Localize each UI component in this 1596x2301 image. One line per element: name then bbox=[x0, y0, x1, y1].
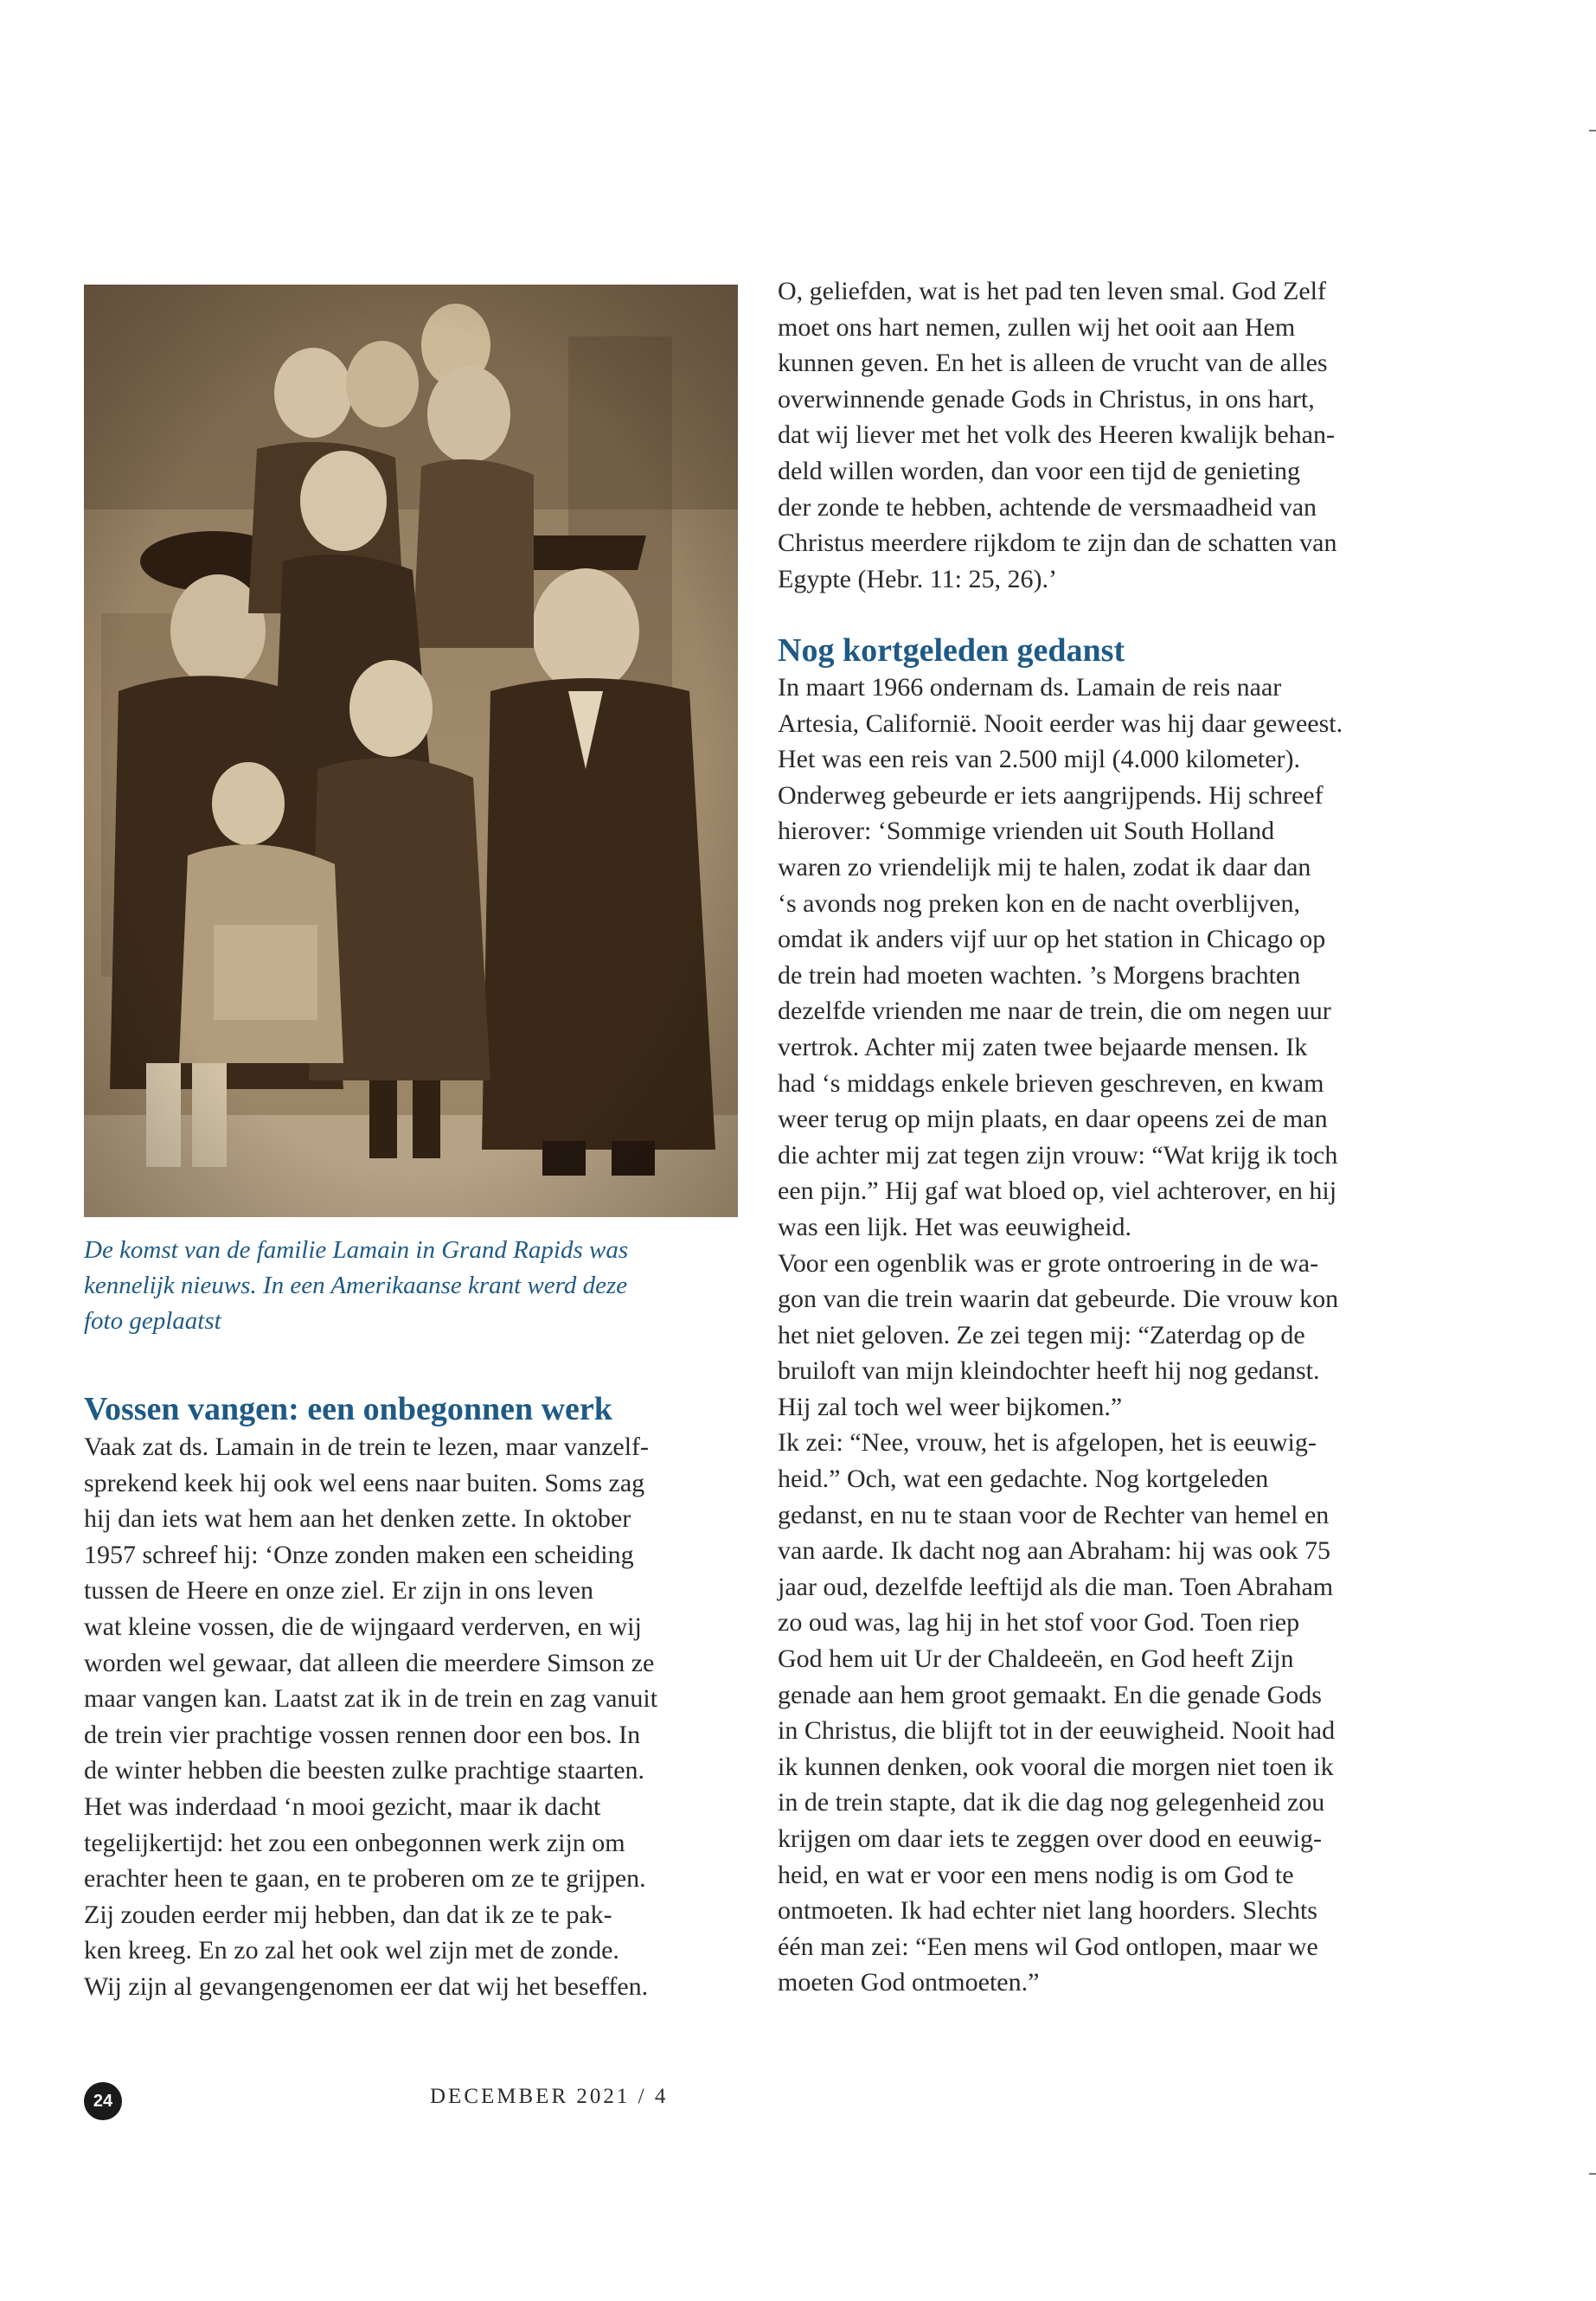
text-line: Het was een reis van 2.500 mijl (4.000 kilometer). bbox=[778, 745, 1301, 774]
crop-mark bbox=[1589, 2173, 1596, 2175]
text-line: Het was inderdaad ‘n mooi gezicht, maar ik dacht bbox=[84, 1791, 601, 1821]
section-body-vossen bbox=[84, 1429, 657, 2005]
text-line: gedanst, en nu te staan voor de Rechter van hemel en bbox=[778, 1500, 1330, 1529]
text-line: sprekend keek hij ook wel eens naar buiten. Soms zag bbox=[84, 1468, 645, 1497]
text-line: Zij zouden eerder mij hebben, dan dat ik ze te pak- bbox=[84, 1900, 612, 1929]
text-line: was een lijk. Het was eeuwigheid. bbox=[778, 1212, 1132, 1241]
text-line: omdat ik anders vijf uur op het station in Chicago op bbox=[778, 925, 1326, 954]
text-line: de winter hebben die beesten zulke prachtige staarten. bbox=[84, 1756, 645, 1785]
text-line: hierover: ‘Sommige vrienden uit South Holland bbox=[778, 817, 1275, 846]
text-line: worden wel gewaar, dat alleen die meerdere Simson ze bbox=[84, 1648, 655, 1677]
text-line: In maart 1966 ondernam ds. Lamain de reis naar bbox=[778, 673, 1282, 702]
text-line: ik kunnen denken, ook vooral die morgen niet toen ik bbox=[778, 1752, 1334, 1781]
text-line: heid, en wat er voor een mens nodig is om God te bbox=[778, 1860, 1294, 1889]
text-line: tegelijkertijd: het zou een onbegonnen werk zijn om bbox=[84, 1828, 625, 1857]
text-line: gon van die trein waarin dat gebeurde. Die vrouw kon bbox=[778, 1285, 1339, 1314]
text-line: ontmoeten. Ik had echter niet lang hoorders. Slechts bbox=[778, 1896, 1317, 1926]
text-line: moeten God ontmoeten.” bbox=[778, 1968, 1040, 1997]
text-line: Wij zijn al gevangengenomen eer dat wij het beseffen. bbox=[84, 1971, 649, 2001]
text-line: de trein had moeten wachten. ’s Morgens brachten bbox=[778, 960, 1301, 990]
issue-footer: DECEMBER 2021 / 4 bbox=[430, 2085, 669, 2108]
text-line: dezelfde vrienden me naar de trein, die om negen uur bbox=[778, 997, 1331, 1026]
text-line: de trein vier prachtige vossen rennen door een bos. In bbox=[84, 1720, 641, 1749]
text-line: erachter heen te gaan, en te proberen om ze te grijpen. bbox=[84, 1864, 646, 1894]
text-line: zo oud was, lag hij in het stof voor God. Toen riep bbox=[778, 1608, 1300, 1638]
text-line: van aarde. Ik dacht nog aan Abraham: hij was ook 75 bbox=[778, 1536, 1330, 1566]
text-line: in Christus, die blijft tot in der eeuwigheid. Nooit had bbox=[778, 1716, 1336, 1746]
text-line: moet ons hart nemen, zullen wij het ooit aan Hem bbox=[778, 312, 1296, 342]
column2-intro bbox=[778, 273, 1336, 597]
photo-caption bbox=[84, 1233, 741, 1339]
caption-line: kennelijk nieuws. In een Amerikaanse krant werd deze bbox=[84, 1272, 628, 1299]
text-line: ‘s avonds nog preken kon en de nacht overblijven, bbox=[778, 888, 1300, 918]
text-line: genade aan hem groot gemaakt. En die genade Gods bbox=[778, 1680, 1322, 1709]
text-line: Voor een ogenblik was er grote ontroering in de wa- bbox=[778, 1248, 1319, 1278]
crop-mark bbox=[1589, 130, 1596, 131]
caption-line: foto geplaatst bbox=[84, 1307, 221, 1335]
text-line: Artesia, Californië. Nooit eerder was hij daar geweest. bbox=[778, 708, 1343, 738]
text-line: bruiloft van mijn kleindochter heeft hij nog gedanst. bbox=[778, 1356, 1320, 1386]
text-line: tussen de Heere en onze ziel. Er zijn in ons leven bbox=[84, 1576, 593, 1606]
text-line: krijgen om daar iets te zeggen over dood en eeuwig- bbox=[778, 1824, 1322, 1853]
text-line: O, geliefden, wat is het pad ten leven smal. God Zelf bbox=[778, 277, 1326, 305]
text-line: maar vangen kan. Laatst zat ik in de trein en zag vanuit bbox=[84, 1684, 658, 1714]
text-line: weer terug op mijn plaats, en daar opeens zei de man bbox=[778, 1105, 1328, 1134]
text-line: 1957 schreef hij: ‘Onze zonden maken een scheiding bbox=[84, 1540, 634, 1569]
text-line: Christus meerdere rijkdom te zijn dan de schatten van bbox=[778, 529, 1337, 558]
text-line: Hij zal toch wel weer bijkomen.” bbox=[778, 1392, 1123, 1421]
text-line: deld willen worden, dan voor een tijd de genieting bbox=[778, 456, 1300, 485]
section-heading-vossen: Vossen vangen: een onbegonnen werk bbox=[84, 1391, 612, 1427]
family-photo bbox=[84, 285, 738, 1217]
text-line: Egypte (Hebr. 11: 25, 26).’ bbox=[778, 564, 1057, 593]
page-number-badge: 24 bbox=[84, 2082, 122, 2120]
text-line: jaar oud, dezelfde leeftijd als die man. Toen Abraham bbox=[778, 1572, 1334, 1601]
text-line: dat wij liever met het volk des Heeren kwalijk behan- bbox=[778, 420, 1335, 450]
text-line: overwinnende genade Gods in Christus, in ons hart, bbox=[778, 384, 1315, 413]
text-line: een pijn.” Hij gaf wat bloed op, viel achterover, en hij bbox=[778, 1176, 1337, 1206]
text-line: in de trein stapte, dat ik die dag nog gelegenheid zou bbox=[778, 1788, 1325, 1817]
family-photo-graphic bbox=[84, 285, 738, 1217]
text-line: Vaak zat ds. Lamain in de trein te lezen, maar vanzelf- bbox=[84, 1433, 650, 1461]
text-line: kunnen geven. En het is alleen de vrucht van de alles bbox=[778, 349, 1328, 378]
text-line: ken kreeg. En zo zal het ook wel zijn met de zonde. bbox=[84, 1936, 619, 1965]
text-line: der zonde te hebben, achtende de versmaadheid van bbox=[778, 492, 1317, 522]
caption-line: De komst van de familie Lamain in Grand Rapids was bbox=[84, 1236, 629, 1264]
text-line: Ik zei: “Nee, vrouw, het is afgelopen, het is eeuwig- bbox=[778, 1428, 1317, 1458]
text-line: waren zo vriendelijk mij te halen, zodat ik daar dan bbox=[778, 852, 1311, 881]
section-heading-nog: Nog kortgeleden gedanst bbox=[778, 632, 1125, 669]
text-line: had ‘s middags enkele brieven geschreven, en kwam bbox=[778, 1068, 1324, 1098]
section-body-nog bbox=[778, 670, 1343, 2001]
text-line: wat kleine vossen, die de wijngaard verderven, en wij bbox=[84, 1612, 642, 1641]
text-line: heid.” Och, wat een gedachte. Nog kortgeleden bbox=[778, 1465, 1269, 1494]
text-line: God hem uit Ur der Chaldeeën, en God heeft Zijn bbox=[778, 1644, 1294, 1674]
text-line: één man zei: “Een mens wil God ontlopen, maar we bbox=[778, 1932, 1318, 1961]
text-line: vertrok. Achter mij zaten twee bejaarde mensen. Ik bbox=[778, 1032, 1308, 1061]
text-line: Onderweg gebeurde er iets aangrijpends. Hij schreef bbox=[778, 780, 1324, 810]
text-line: het niet geloven. Ze zei tegen mij: “Zaterdag op de bbox=[778, 1320, 1305, 1349]
text-line: hij dan iets wat hem aan het denken zette. In oktober bbox=[84, 1504, 631, 1534]
text-line: die achter mij zat tegen zijn vrouw: “Wat krijg ik toch bbox=[778, 1140, 1338, 1170]
